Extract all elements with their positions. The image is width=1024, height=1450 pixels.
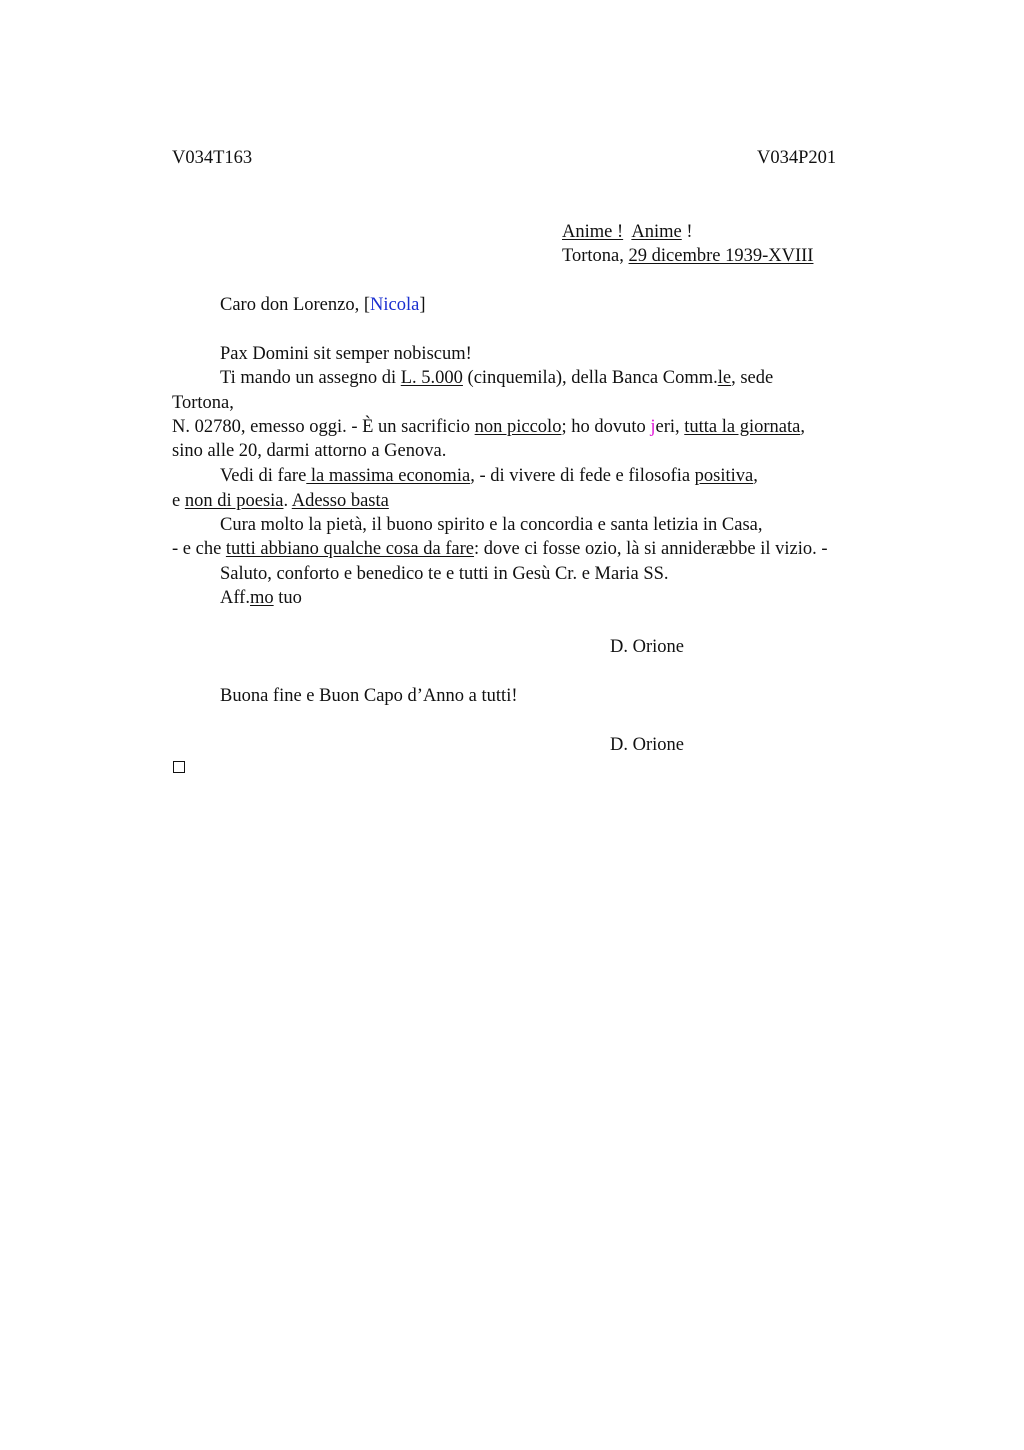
- document-code-left: V034T163: [172, 148, 253, 168]
- text-run: eri,: [655, 417, 685, 437]
- body-line: Tortona,: [172, 393, 234, 413]
- body-line: sino alle 20, darmi attorno a Genova.: [172, 441, 447, 461]
- text-run: non piccolo: [474, 417, 562, 437]
- text-run: , sede: [731, 368, 774, 388]
- place-date-line: [562, 245, 813, 267]
- text-run: le: [717, 368, 732, 388]
- text-run: Adesso basta: [291, 491, 389, 511]
- text-run: la massima economia: [306, 466, 471, 486]
- checkbox-square-icon: [173, 761, 185, 773]
- greeting-close: ]: [419, 295, 426, 315]
- text-run: tutta la giornata: [684, 417, 801, 437]
- text-run: j: [650, 417, 656, 437]
- text-run: ; ho dovuto: [561, 417, 651, 437]
- text-run: positiva: [694, 466, 754, 486]
- body-line: [172, 538, 828, 560]
- body-line: [220, 587, 302, 609]
- motto-part: Anime !: [562, 222, 624, 242]
- text-run: tutti abbiano qualche cosa da fare: [225, 539, 475, 559]
- body-line: Cura molto la pietà, il buono spirito e la concordia e santa letizia in Casa,: [220, 515, 763, 535]
- text-run: Aff.: [220, 588, 250, 608]
- signature: D. Orione: [610, 637, 684, 657]
- place: Tortona,: [562, 246, 629, 266]
- text-run: Ti mando un assegno di: [220, 368, 401, 388]
- body-line: Saluto, conforto e benedico te e tutti in Gesù Cr. e Maria SS.: [220, 564, 669, 584]
- text-run: L. 5.000: [400, 368, 463, 388]
- signature: D. Orione: [610, 735, 684, 755]
- body-line: [220, 465, 758, 487]
- body-line: Pax Domini sit semper nobiscum!: [220, 344, 472, 364]
- text-run: mo: [249, 588, 274, 608]
- greeting-text: Caro don Lorenzo, [: [220, 295, 371, 315]
- document-code-right: V034P201: [757, 148, 837, 168]
- greeting-name: Nicola: [370, 295, 420, 315]
- text-run: ,: [800, 417, 805, 437]
- text-run: Vedi di fare: [220, 466, 307, 486]
- text-run: tuo: [273, 588, 302, 608]
- motto-part: !: [681, 222, 693, 242]
- text-run: non di poesia: [184, 491, 284, 511]
- text-run: , - di vivere di fede e filosofia: [470, 466, 695, 486]
- text-run: e: [172, 491, 185, 511]
- motto-line: [562, 221, 693, 243]
- text-run: - e che: [172, 539, 226, 559]
- motto-part: Anime: [631, 222, 682, 242]
- text-run: N. 02780, emesso oggi. - È un sacrificio: [172, 417, 475, 437]
- greeting: [220, 294, 426, 316]
- body-line: [220, 367, 773, 389]
- date: 29 dicembre 1939-XVIII: [628, 246, 814, 266]
- text-run: (cinquemila), della Banca Comm.: [462, 368, 718, 388]
- postscript: Buona fine e Buon Capo d’Anno a tutti!: [220, 686, 518, 706]
- body-line: [172, 416, 805, 438]
- text-run: ,: [753, 466, 758, 486]
- text-run: .: [283, 491, 292, 511]
- body-line: [172, 490, 389, 512]
- text-run: : dove ci fosse ozio, là si annideræbbe il vizio. -: [474, 539, 828, 559]
